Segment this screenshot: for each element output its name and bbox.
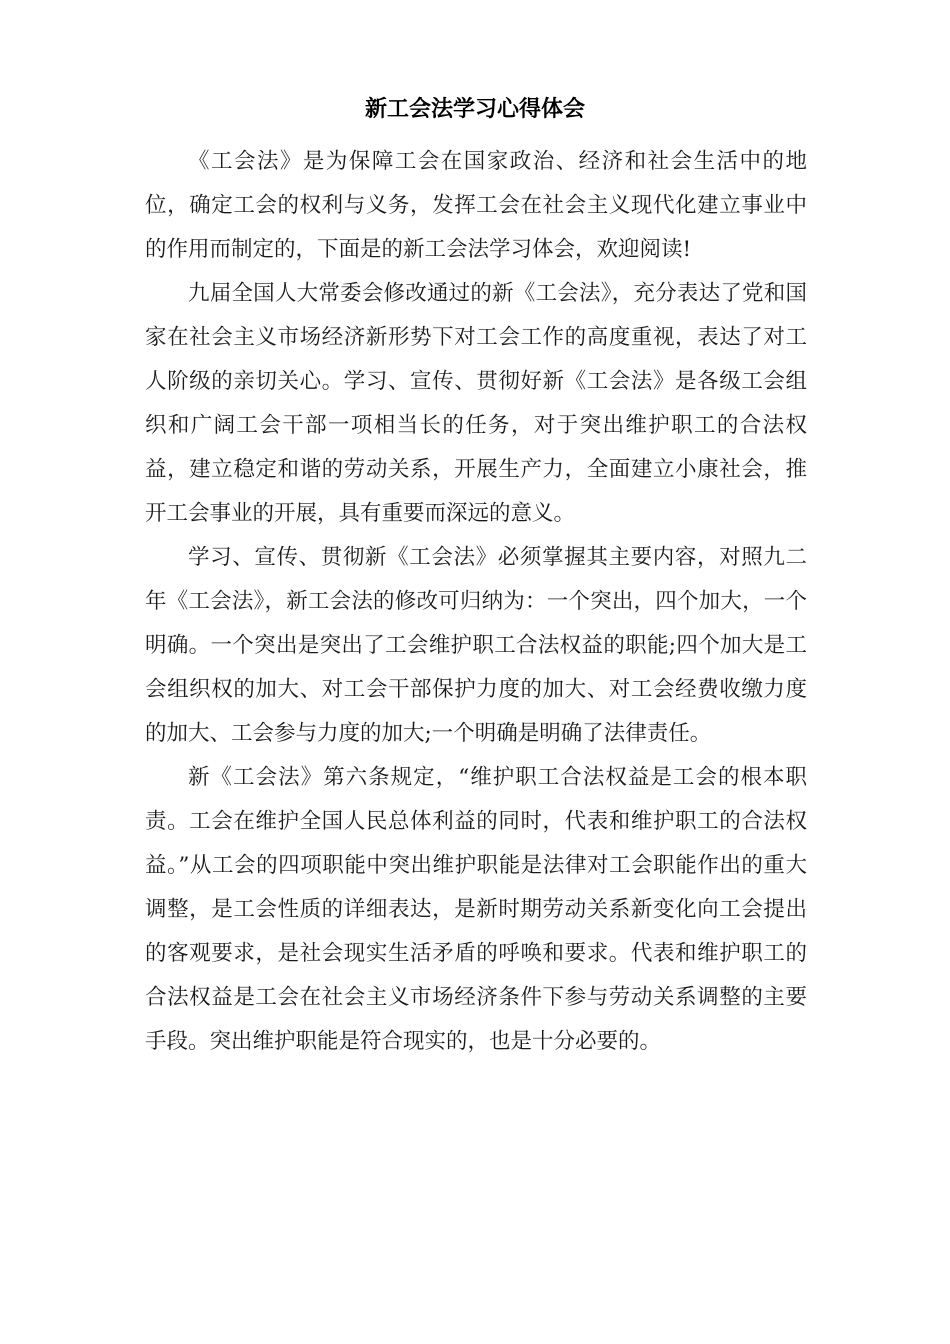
paragraph-1: 《工会法》是为保障工会在国家政治、经济和社会生活中的地位，确定工会的权利与义务，发挥工会在社会主义现代化建立事业中的作用而制定的，下面是的新工会法学习体会，欢迎阅读! bbox=[145, 149, 807, 262]
paragraph-2: 九届全国人大常委会修改通过的新《工会法》，充分表达了党和国家在社会主义市场经济新形势下对工会工作的高度重视，表达了对工人阶级的亲切关心。学习、宣传、贯彻好新《工会法》是各级工会组织和广阔工会干部一项相当长的任务，对于突出维护职工的合法权益，建立稳定和谐的劳动关系，开展生产力，全面建立小康社会，推开工会事业的开展，具有重要而深远的意义。 bbox=[145, 281, 807, 526]
document-title: 新工会法学习心得体会 bbox=[364, 96, 585, 122]
paragraph-3: 学习、宣传、贯彻新《工会法》必须掌握其主要内容，对照九二年《工会法》，新工会法的修改可归纳为：一个突出，四个加大，一个明确。一个突出是突出了工会维护职工合法权益的职能;四个加大是工会组织权的加大、对工会干部保护力度的加大、对工会经费收缴力度的加大、工会参与力度的加大;一个明确是明确了法律责任。 bbox=[145, 545, 807, 746]
paragraph-4: 新《工会法》第六条规定，“维护职工合法权益是工会的根本职责。工会在维护全国人民总体利益的同时，代表和维护职工的合法权益。”从工会的四项职能中突出维护职能是法律对工会职能作出的重大调整，是工会性质的详细表达，是新时期劳动关系新变化向工会提出的客观要求，是社会现实生活矛盾的呼唤和要求。代表和维护职工的合法权益是工会在社会主义市场经济条件下参与劳动关系调整的主要手段。突出维护职能是符合现实的，也是十分必要的。 bbox=[145, 765, 807, 1054]
document-body bbox=[145, 140, 807, 1064]
